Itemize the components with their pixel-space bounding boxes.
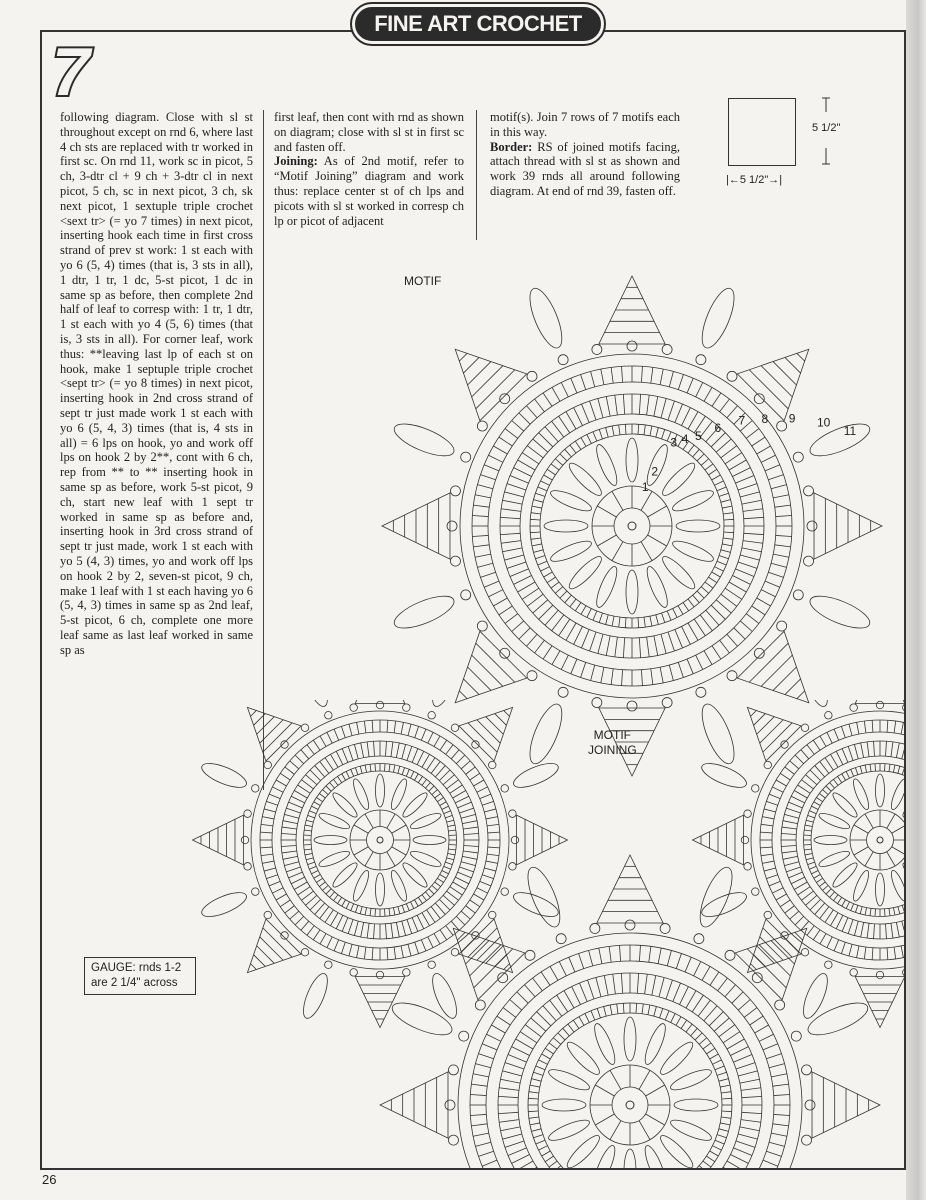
instructions-text-2a: first leaf, then cont with rnd as shown on diagram; close with sl st in first sc and fasten off. [274, 110, 464, 154]
size-height-label: 5 1/2" [812, 122, 841, 134]
size-arrows [822, 98, 830, 164]
round-number: 3 [670, 435, 678, 450]
gauge-line-2: are 2 1/4" across [91, 977, 178, 989]
gauge-box [84, 957, 196, 995]
instructions-text-1: following diagram. Close with sl st throughout except on rnd 6, where last 4 ch sts are replaced with tr worked in first sc. On rnd 11, work sc in picot, 5 ch, 3-dtr cl + 9 ch + 3-dtr cl in next picot, 5 ch, sc in next picot, 3 ch, sk next picot, 1 sextuple triple crochet <sext tr> (= yo 7 times) in next picot, inserting hook each time in first cross strand of prev st work: 1 st each with yo 6 (5, 4) times (that is, 3 sts in all), 1 dtr, 1 tr, 1 dc, 5-st picot, 1 dc in same sp as before, then complete 2nd half of leaf to corresp with: 1 tr, 1 dtr, 1 st each with yo 4 (5, 6) times (that is, 3 sts in all). For corner leaf, work thus: **leaving last lp of each st on hook, make 1 septuple triple crochet <sept tr> (= yo 8 times) in next picot, inserting hook in 2nd cross strand of sept tr just made work 1 st each with yo 6 (5, 4, 3) times (that is, 4 sts in all) = 6 lps on hook, yo and work off lps on hook 2 by 2**, cont with 6 ch, rep from ** to ** inserting hook in same sp as before, work 5-st picot, 9 ch, start new leaf with 1 sept tr worked in same sp as before and, inserting hook in 3rd cross strand of sept tr just made, work 1 st each with yo 5 (4, 3) times, yo and work off lps on hook 2 by 2, seven-st picot, 9 ch, make 1 leaf with 1 st each having yo 6 (5, 4, 3) times in same sp as 2nd leaf, 5-st picot, 6 ch, complete one more leaf same as last leaf worked in same sp as [60, 110, 253, 657]
round-number: 10 [816, 415, 831, 430]
motif-joining-label-line2: JOINING [588, 743, 637, 757]
motif-joining-label [588, 728, 637, 758]
round-number: 7 [738, 413, 746, 428]
joining-label: Joining: [274, 154, 318, 169]
round-number: 4 [681, 432, 689, 447]
page-number: 26 [42, 1172, 57, 1187]
instructions-text-3a: motif(s). Join 7 rows of 7 motifs each in this way. [490, 110, 680, 139]
motif-label: MOTIF [404, 274, 442, 288]
joining-text: As of 2nd motif, refer to “Motif Joining” diagram and work thus: replace center st of ch lps and picots with sl st worked in corresp ch lp or picot of adjacent [274, 154, 464, 228]
motif-joining-label-line1: MOTIF [593, 728, 631, 742]
round-number: 1 [641, 480, 649, 495]
motif-joining-diagram [193, 653, 926, 1200]
round-number: 8 [761, 411, 769, 426]
motif-diagram [382, 276, 882, 776]
round-number: 9 [788, 411, 796, 426]
round-number: 5 [695, 428, 702, 443]
border-label: Border: [490, 139, 533, 154]
gauge-line-1: GAUGE: rnds 1-2 [91, 962, 182, 974]
round-number: 6 [714, 421, 722, 436]
border-text: RS of joined motifs facing, attach thread with sl st as shown and work 39 rnds all around following diagram. At end of rnd 39, fasten off. [490, 139, 680, 198]
round-number: 11 [843, 424, 857, 439]
size-width-label: |←5 1/2"→| [726, 174, 783, 186]
header-title: FINE ART CROCHET [374, 11, 582, 36]
pattern-number: 7 [52, 34, 90, 110]
round-number: 2 [651, 464, 659, 479]
